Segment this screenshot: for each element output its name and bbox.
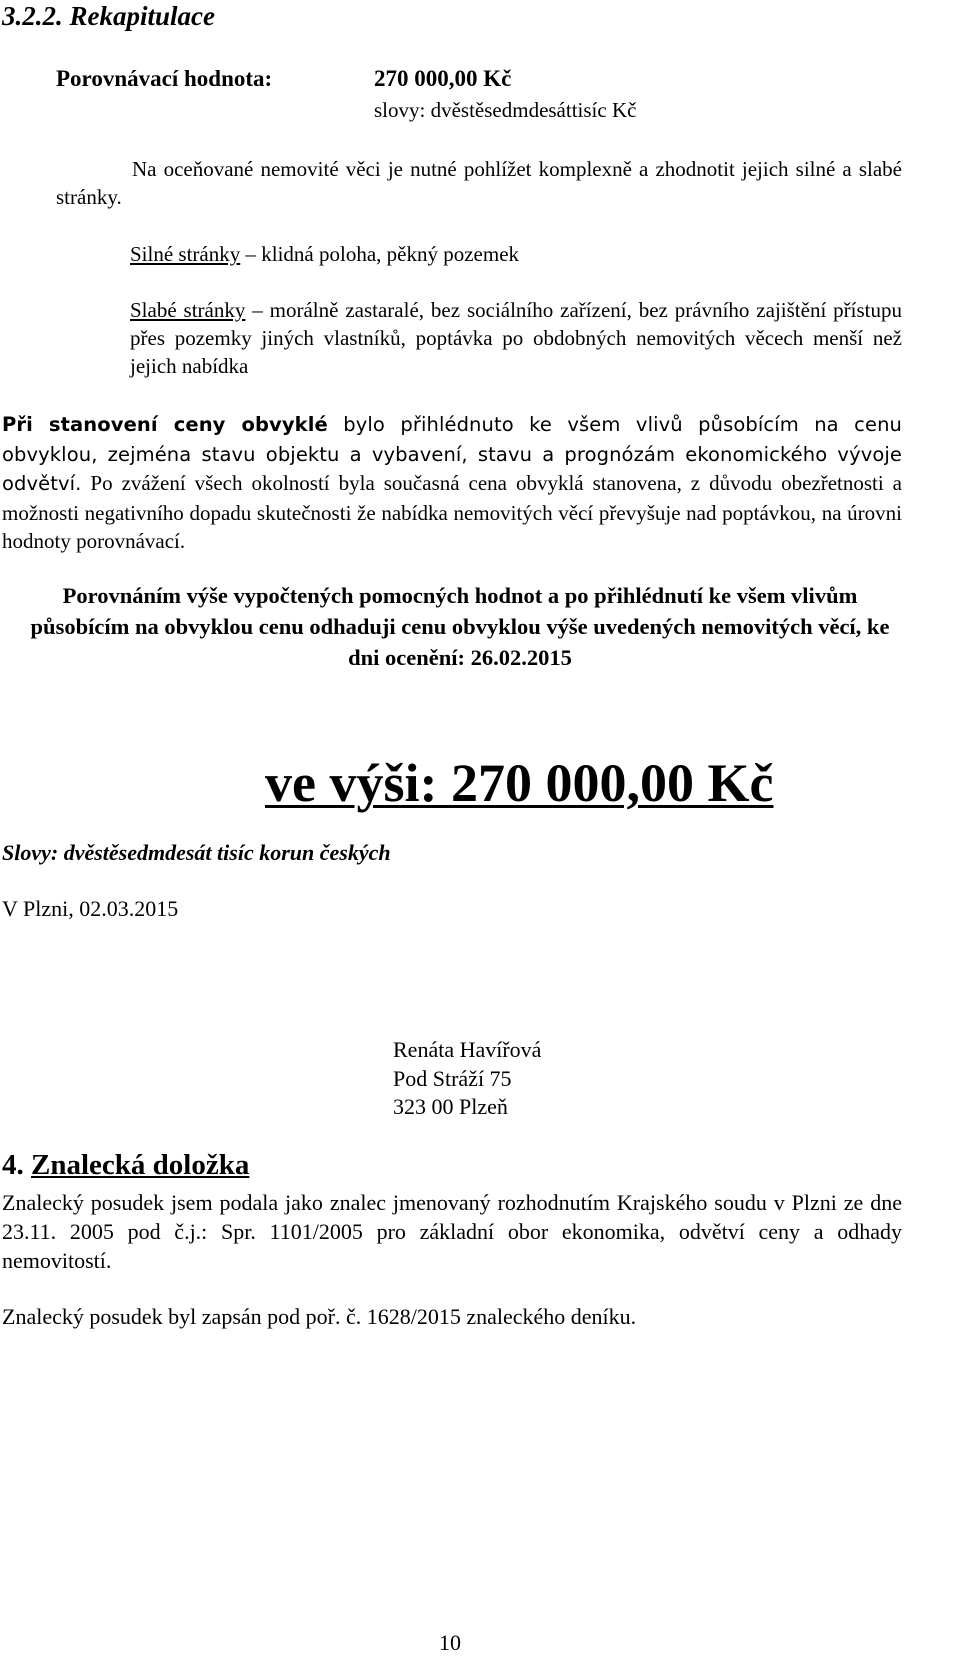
expert-clause-number: 4. (2, 1149, 24, 1181)
price-determination-text: bylo přihlédnuto ke všem vlivů působícím na cenu obvyklou, zejména stavu objektu a vybavení, stavu a prognózám ekonomického vývoje odvětví. (2, 413, 902, 496)
comparative-value-words: slovy: dvěstěsedmdesáttisíc Kč (374, 98, 637, 122)
comparative-value-amount: 270 000,00 Kč (374, 66, 512, 91)
section-heading: 3.2.2. Rekapitulace (2, 1, 215, 31)
signature-street: Pod Stráží 75 (393, 1065, 512, 1091)
place-and-date: V Plzni, 02.03.2015 (2, 896, 179, 921)
signature-city: 323 00 Plzeň (393, 1094, 508, 1119)
expert-diary-paragraph: Znalecký posudek byl zapsán pod poř. č. 1628/2015 znaleckého deníku. (2, 1304, 637, 1329)
expert-clause-heading (2, 1148, 249, 1182)
expert-clause-paragraph: Znalecký posudek jsem podala jako znalec jmenovaný rozhodnutím Krajského soudu v Plzni ze dne 23.11. 2005 pod č.j.: Spr. 1101/2005 pro základní obor ekonomika, odvětví ceny a odhady nemovitostí. (2, 1190, 902, 1273)
page-number: 10 (439, 1630, 461, 1655)
strengths-paragraph (130, 240, 902, 268)
intro-paragraph: Na oceňované nemovité věci je nutné pohlížet komplexně a zhodnotit jejich silné a slabé stránky. (56, 157, 902, 209)
signature-name: Renáta Havířová (393, 1037, 542, 1062)
strengths-text: – klidná poloha, pěkný pozemek (240, 242, 520, 266)
price-determination-paragraph (2, 410, 902, 556)
weaknesses-label: Slabé stránky (130, 298, 246, 322)
final-amount: ve výši: 270 000,00 Kč (265, 753, 774, 813)
final-amount-words: Slovy: dvěstěsedmdesát tisíc korun českých (2, 840, 391, 865)
weaknesses-paragraph (130, 296, 902, 380)
weaknesses-text: – morálně zastaralé, bez sociálního zařízení, bez právního zajištění přístupu přes pozemky jiných vlastníků, poptávka po obdobných nemovitých věcech menší než jejich nabídka (130, 298, 902, 378)
signature-block (393, 1036, 541, 1122)
price-determination-continuation: Po zvážení všech okolností byla současná cena obvyklá stanovena, z důvodu obezřetnosti a možnosti negativního dopadu skutečnosti že nabídka nemovitých věcí převyšuje nad poptávkou, na úrovni hodnoty porovnávací. (2, 471, 902, 554)
comparative-value-label: Porovnávací hodnota: (56, 66, 273, 91)
strengths-label: Silné stránky (130, 242, 241, 266)
expert-clause-title: Znalecká doložka (31, 1149, 250, 1181)
price-determination-lead: Při stanovení ceny obvyklé (2, 413, 328, 436)
conclusion-statement: Porovnáním výše vypočtených pomocných hodnot a po přihlédnutí ke všem vlivům působícím na obvyklou cenu odhaduji cenu obvyklou výše uvedených nemovitých věcí, ke dni ocenění: 26.02.2015 (30, 583, 890, 670)
